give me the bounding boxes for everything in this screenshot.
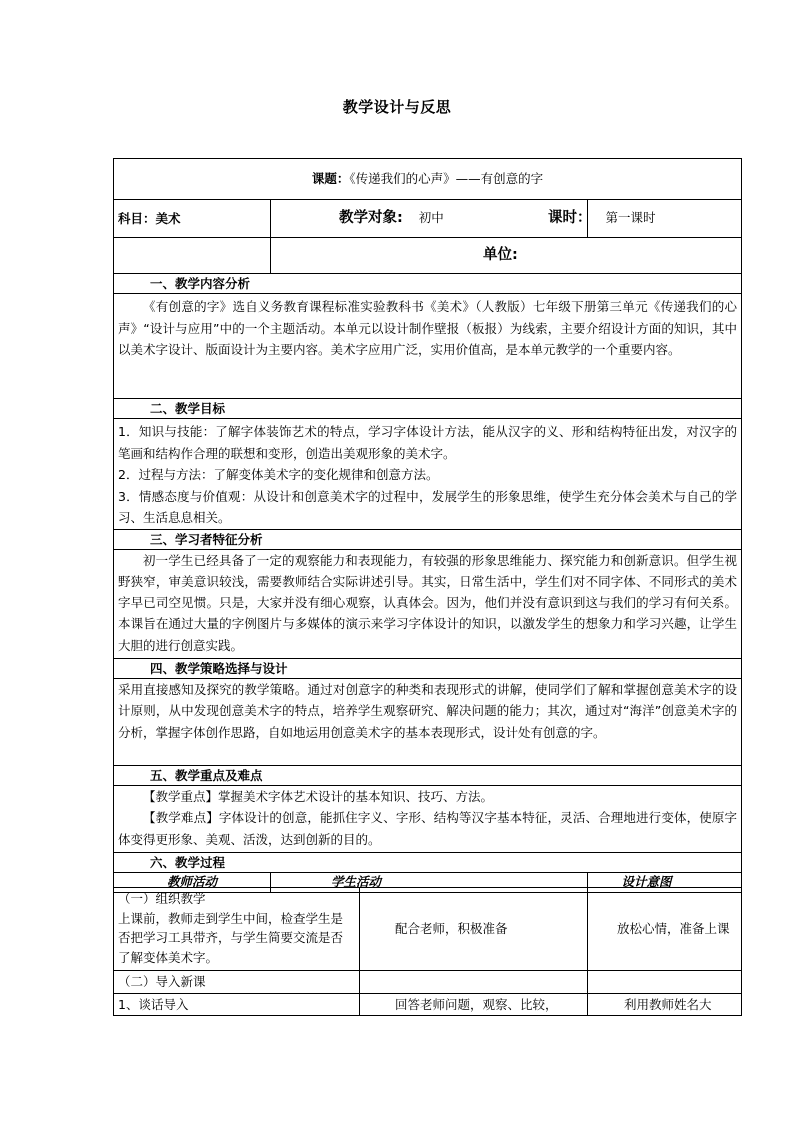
section-4-body-row (114, 678, 742, 765)
section-1-heading-row (114, 274, 742, 294)
topic-label: 课题： (311, 171, 350, 187)
audience-cell (271, 200, 588, 238)
column-header-teacher: 教师活动 (114, 872, 271, 892)
subject-cell: 科目：美术 (114, 200, 271, 238)
goal-item: 2．过程与方法：了解变体美术字的变化规律和创意方法。 (118, 467, 439, 482)
section-4-text: 采用直接感知及探究的教学策略。通过对创意字的种类和表现形式的讲解，使同学们了解和掌握创意美术字的设计原则，从中发现创意美术字的特点，培养学生观察研究、解决问题的能力；其次，通过对“海洋”创意美术字的分析，掌握字体创作思路，自如地运用创意美术字的基本表现形式，设计处有创意的字。 (114, 678, 742, 765)
section-1-text: 《有创意的字》选自义务教育课程标准实验教科书《美术》（人教版）七年级下册第三单元《传递我们的心声》“设计与应用”中的一个主题活动。本单元以设计制作壁报（板报）为线索，主要介绍设计方面的知识，其中以美术字设计、版面设计为主要内容。美术字应用广泛，实用价值高，是本单元教学的一个重要内容。 (114, 294, 742, 399)
document-title: 教学设计与反思 (342, 98, 452, 116)
student-activity-cell (360, 971, 588, 994)
process-row (114, 888, 742, 971)
section-2-heading: 二、教学目标 (114, 399, 742, 419)
unit-cell (271, 238, 742, 274)
intent-cell: 利用教师姓名大 (588, 993, 742, 1016)
section-2-heading-row (114, 399, 742, 419)
teacher-activity-cell: （二）导入新课 (114, 971, 360, 994)
section-4-heading-row (114, 658, 742, 678)
student-activity-cell: 回答老师问题，观察、比较， (360, 993, 588, 1016)
topic-row (114, 159, 742, 200)
audience-label: 教学对象: (339, 210, 403, 227)
section-5-body (114, 785, 742, 852)
period-value: 第一课时 (605, 210, 656, 226)
lesson-plan-table (113, 158, 742, 893)
section-3-heading-row (114, 529, 742, 549)
intent-cell (588, 971, 742, 994)
section-3-body-row (114, 549, 742, 658)
process-row (114, 993, 742, 1016)
unit-label: 单位: (483, 247, 518, 264)
section-1-body-row (114, 294, 742, 399)
section-4-heading: 四、教学策略选择与设计 (114, 658, 742, 678)
key-point: 【教学重点】掌握美术字体艺术设计的基本知识、技巧、方法。 (143, 788, 494, 804)
section-5-heading-row (114, 765, 742, 785)
student-activity-cell: 配合老师，积极准备 (360, 888, 588, 971)
process-row (114, 971, 742, 994)
section-6-heading-row (114, 852, 742, 872)
goal-item: 3．情感态度与价值观：从设计和创意美术字的过程中，发展学生的形象思维，使学生充分体会美术与自己的学习、生活息息相关。 (118, 488, 738, 525)
period-label: 课时： (548, 210, 592, 227)
section-2-body-row (114, 419, 742, 530)
difficulty-point: 【教学难点】字体设计的创意，能抓住字义、字形、结构等汉字基本特征，灵活、合理地进行变体，使原字体变得更形象、美观、活泼，达到创新的目的。 (118, 810, 738, 847)
topic-value: 《传递我们的心声》——有创意的字 (349, 171, 544, 187)
teacher-activity-cell: （一）组织教学 上课前，教师走到学生中间，检查学生是否把学习工具带齐，与学生简要交流是否了解变体美术字。 (114, 888, 360, 971)
topic-cell (114, 159, 742, 200)
teacher-activity-cell: 1、谈话导入 (114, 993, 360, 1016)
section-2-body (114, 419, 742, 530)
column-header-intent: 设计意图 (588, 872, 742, 892)
section-3-text: 初一学生已经具备了一定的观察能力和表现能力，有较强的形象思维能力、探究能力和创新意识。但学生视野狭窄，审美意识较浅，需要教师结合实际讲述引导。其实，日常生活中，学生们对不同字体、不同形式的美术字早已司空见惯。只是，大家并没有细心观察，认真体会。因为，他们并没有意识到这与我们的学习有何关系。本课旨在通过大量的字例图片与多媒体的演示来学习字体设计的知识，以激发学生的想象力和学习兴趣，让学生大胆的进行创意实践。 (114, 549, 742, 658)
process-table (113, 887, 742, 1016)
unit-row (114, 238, 742, 274)
section-6-heading: 六、教学过程 (114, 852, 742, 872)
section-1-heading: 一、教学内容分析 (114, 274, 742, 294)
section-5-heading: 五、教学重点及难点 (114, 765, 742, 785)
info-row (114, 200, 742, 238)
intent-cell: 放松心情，准备上课 (588, 888, 742, 971)
column-header-student: 学生活动 (271, 872, 588, 892)
period-cell (548, 200, 742, 238)
section-3-heading: 三、学习者特征分析 (114, 529, 742, 549)
unit-empty-cell (114, 238, 271, 274)
goal-item: 1．知识与技能：了解字体装饰艺术的特点，学习字体设计方法，能从汉字的义、形和结构特征出发，对汉字的笔画和结构作合理的联想和变形，创造出美观形象的美术字。 (118, 424, 738, 461)
section-5-body-row (114, 785, 742, 852)
audience-value: 初中 (418, 210, 444, 226)
